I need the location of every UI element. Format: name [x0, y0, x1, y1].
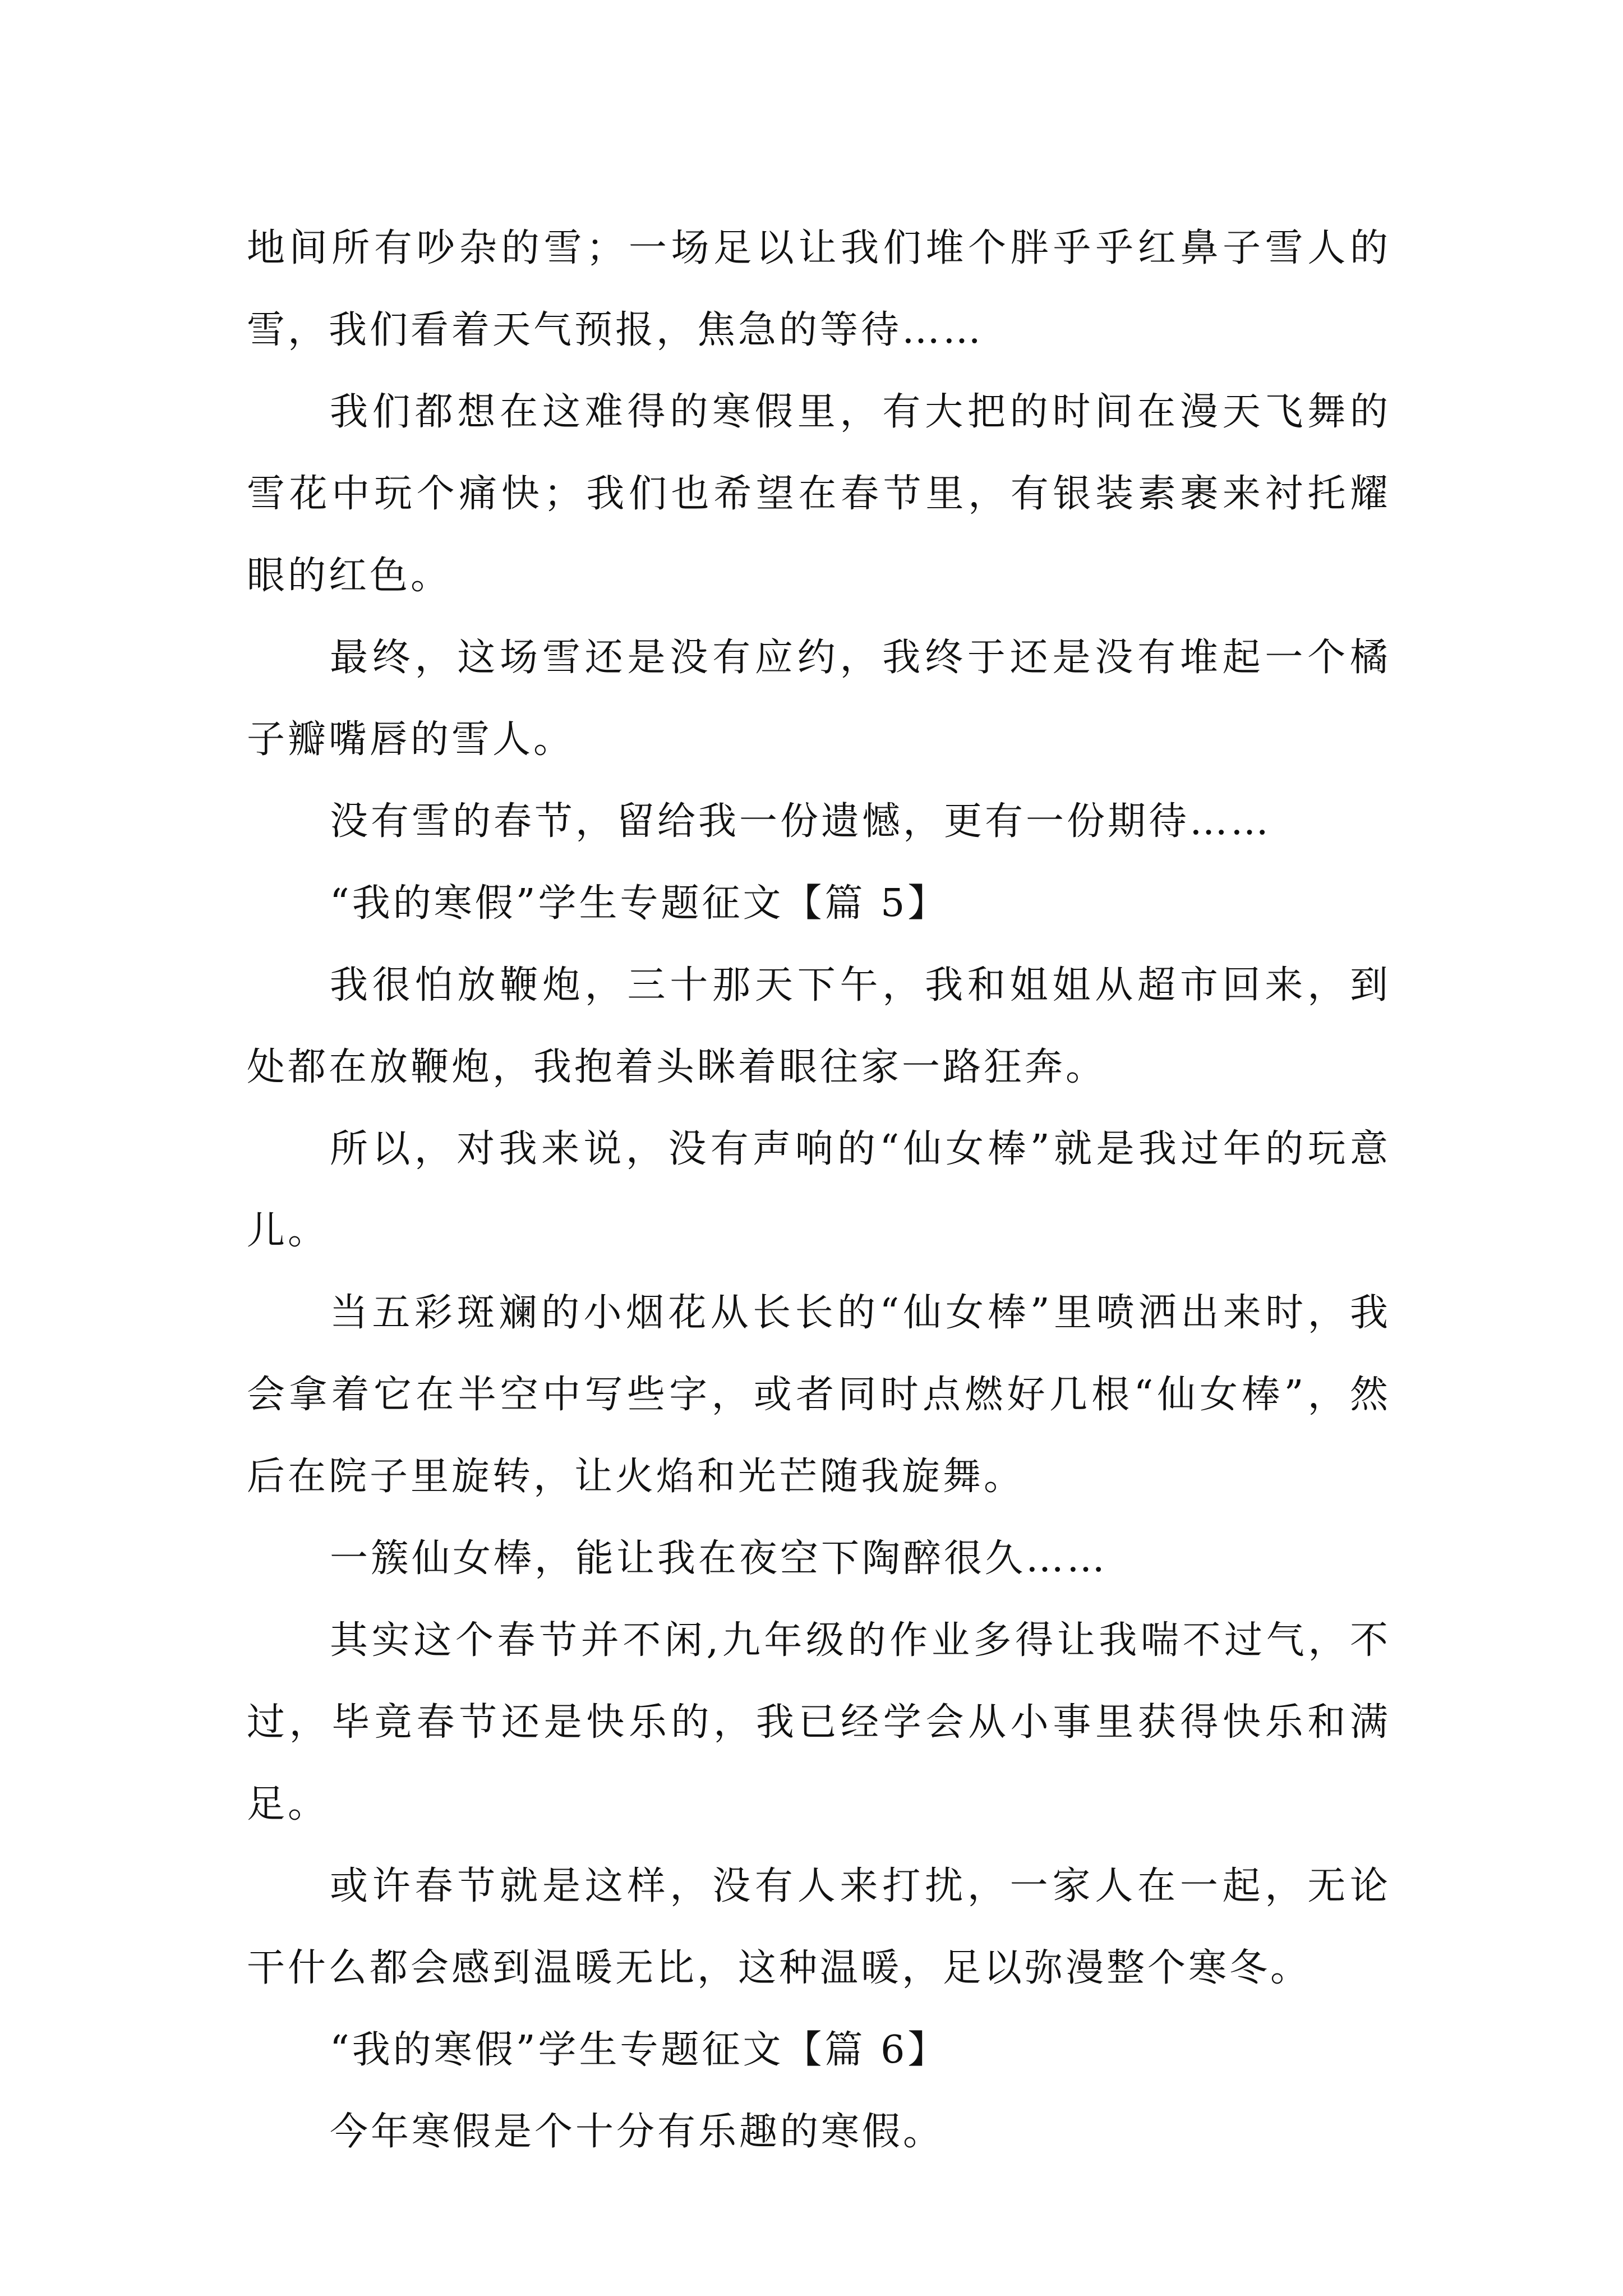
document-body — [247, 208, 1391, 2173]
paragraph-2: 我们都想在这难得的寒假里，有大把的时间在漫天飞舞的雪花中玩个痛快；我们也希望在春节里，有银装素裹来衬托耀眼的红色。 — [247, 390, 1391, 598]
paragraph-8: 一簇仙女棒，能让我在夜空下陶醉很久…… — [330, 1536, 1108, 1581]
paragraph-4: 没有雪的春节，留给我一份遗憾，更有一份期待…… — [330, 799, 1272, 844]
paragraph-7: 当五彩斑斓的小烟花从长长的“仙女棒”里喷洒出来时，我会拿着它在半空中写些字，或者同时点燃好几根“仙女棒”，然后在院子里旋转，让火焰和光芒随我旋舞。 — [247, 1291, 1391, 1499]
paragraph-5: 我很怕放鞭炮，三十那天下午，我和姐姐从超市回来，到处都在放鞭炮，我抱着头眯着眼往家一路狂奔。 — [247, 963, 1391, 1089]
paragraph-9: 其实这个春节并不闲,九年级的作业多得让我喘不过气，不过，毕竟春节还是快乐的，我已经学会从小事里获得快乐和满足。 — [247, 1618, 1391, 1826]
paragraph-3: 最终，这场雪还是没有应约，我终于还是没有堆起一个橘子瓣嘴唇的雪人。 — [247, 636, 1391, 762]
paragraph-6: 所以，对我来说，没有声响的“仙女棒”就是我过年的玩意儿。 — [247, 1127, 1391, 1253]
paragraph-10: 或许春节就是这样，没有人来打扰，一家人在一起，无论干什么都会感到温暖无比，这种温暖，足以弥漫整个寒冬。 — [247, 1864, 1391, 1990]
section-heading-5: “我的寒假”学生专题征文【篇 5】 — [330, 881, 949, 926]
paragraph-1: 地间所有吵杂的雪；一场足以让我们堆个胖乎乎红鼻子雪人的雪，我们看着天气预报，焦急的等待…… — [247, 226, 1391, 352]
section-heading-6: “我的寒假”学生专题征文【篇 6】 — [330, 2028, 949, 2072]
paragraph-11: 今年寒假是个十分有乐趣的寒假。 — [330, 2110, 944, 2154]
